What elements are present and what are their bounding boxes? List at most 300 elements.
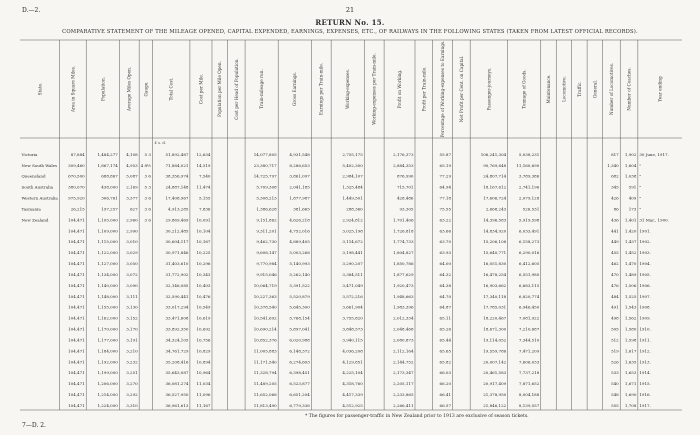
- table-cell: 11,160,690: [516, 162, 540, 168]
- table-cell: 18,220,467: [483, 315, 507, 321]
- table-cell: 6,148,372: [289, 348, 310, 354]
- table-cell: 2,173,347: [393, 370, 414, 376]
- table-cell: 64.94: [439, 184, 452, 190]
- table-cell: 4 8½: [140, 162, 151, 168]
- table-cell: 77.18: [439, 195, 452, 201]
- table-cell: 3,755,820: [342, 315, 363, 321]
- table-cell: 104,471: [68, 337, 85, 343]
- table-cell: 1,449,501: [342, 195, 363, 201]
- table-cell: 33,471,608: [165, 315, 189, 321]
- table-cell: 12,634: [196, 151, 211, 157]
- table-cell: 688,867: [101, 173, 118, 179]
- table-cell: 2,079,128: [518, 195, 540, 201]
- table-cell: 591: [628, 184, 637, 190]
- table-cell: 1,192,000: [97, 359, 118, 365]
- table-cell: 10,296: [196, 261, 211, 267]
- table-cell: 3,292: [126, 392, 138, 398]
- table-cell: 470: [611, 271, 619, 277]
- table-cell: 4,913,285: [168, 206, 189, 212]
- table-cell: 1,420: [624, 228, 637, 234]
- table-cell: 5,919,598: [518, 217, 540, 223]
- table-cell: 2,112,164: [393, 348, 414, 354]
- table-cell: 63.66: [439, 228, 452, 234]
- table-cell: 11,652,068: [253, 392, 277, 398]
- table-cell: 5,709,308: [256, 184, 277, 190]
- table-cell: 3,232: [126, 359, 138, 365]
- table-cell: 18,167,612: [483, 184, 507, 190]
- table-cell: 1,184,000: [97, 348, 118, 354]
- table-cell: 71,884,021: [165, 162, 189, 168]
- table-cell: 1,115,000: [97, 239, 118, 245]
- table-cell: 5,003,268: [289, 250, 310, 256]
- table-cell: 1912.: [639, 348, 651, 354]
- table-cell: 10,894: [196, 359, 211, 365]
- table-cell: 3,572,216: [342, 293, 363, 299]
- table-cell: 31,403,610: [165, 261, 189, 267]
- table-cell: 10,852,376: [253, 337, 277, 343]
- table-cell: 1915.: [639, 381, 651, 387]
- table-cell: 1,162,000: [97, 315, 118, 321]
- table-cell: 5,645,300: [289, 304, 310, 310]
- table-cell: 11,167: [196, 402, 211, 408]
- return-title: RETURN No. 15.: [315, 18, 385, 27]
- table-cell: 2,205,117: [393, 381, 414, 387]
- column-header: Working-expenses.: [345, 68, 351, 110]
- table-cell: 5,087: [126, 173, 138, 179]
- table-cell: 66.20: [439, 381, 452, 387]
- table-cell: 1,401: [624, 217, 637, 223]
- table-cell: 1,867,174: [97, 162, 118, 168]
- table-cell: 31 Mar., 1900.: [639, 217, 669, 223]
- table-cell: 104,471: [68, 304, 85, 310]
- column-header: Population.: [100, 77, 106, 101]
- table-cell: 34,761,729: [165, 348, 189, 354]
- table-cell: 1,489: [624, 271, 637, 277]
- table-cell: 4,417,339: [342, 392, 363, 398]
- table-cell: 17,606,724: [483, 195, 507, 201]
- table-cell: 555: [611, 402, 619, 408]
- column-header: Total Cost.: [168, 77, 174, 101]
- table-cell: 34,324,105: [165, 337, 189, 343]
- table-cell: 6,779,336: [289, 402, 310, 408]
- currency-unit-row: £ s. d.: [154, 140, 167, 145]
- table-cell: 11,813,490: [253, 402, 277, 408]
- column-header: Gauge.: [143, 81, 149, 97]
- table-cell: 10,690,214: [253, 326, 277, 332]
- table-cell: 104,471: [68, 392, 85, 398]
- table-cell: 5 3: [144, 151, 151, 157]
- table-cell: 36,961,613: [165, 402, 189, 408]
- table-cell: 104,471: [68, 359, 85, 365]
- table-cell: 35,208,416: [165, 359, 189, 365]
- column-header: Area in Square Miles.: [70, 65, 76, 113]
- table-cell: 3,050: [126, 261, 138, 267]
- table-cell: 1,850,786: [393, 261, 414, 267]
- table-cell: 3,111: [126, 293, 138, 299]
- table-cell: 1,726,818: [393, 228, 414, 234]
- table-cell: 65.82: [439, 359, 452, 365]
- table-cell: 817: [611, 151, 619, 157]
- table-cell: 1,562: [624, 315, 637, 321]
- table-cell: 1911.: [639, 337, 651, 343]
- table-cell: 6,683,115: [518, 282, 540, 288]
- table-cell: 10,964: [196, 370, 211, 376]
- table-cell: 1,325,484: [342, 184, 363, 190]
- table-cell: 90,769,848: [483, 162, 507, 168]
- table-cell: 11,328,794: [253, 370, 277, 376]
- table-cell: 2,048,468: [393, 326, 414, 332]
- table-cell: 10,403: [196, 282, 211, 288]
- table-cell: 484: [611, 293, 619, 299]
- table-cell: 2,080,873: [393, 337, 414, 343]
- table-cell: 1,206,000: [97, 381, 118, 387]
- table-cell: 3,010: [126, 239, 138, 245]
- table-cell: 9,151,862: [256, 217, 277, 223]
- table-cell: 24,887,148: [165, 184, 189, 190]
- table-cell: 10,549: [196, 304, 211, 310]
- table-cell: 3,251: [126, 370, 138, 376]
- table-cell: 106,241,304: [480, 151, 507, 157]
- column-header: Locomotive.: [561, 76, 567, 102]
- table-cell: 6,551,980: [518, 271, 540, 277]
- table-cell: 1,105,000: [97, 217, 118, 223]
- table-cell: 65.11: [439, 315, 452, 321]
- table-cell: 1,920,473: [393, 282, 414, 288]
- table-cell: 1,983,396: [393, 304, 414, 310]
- table-cell: 19,114,052: [483, 337, 507, 343]
- table-cell: 11,034: [196, 381, 211, 387]
- table-cell: 63.22: [439, 217, 452, 223]
- table-cell: 1,122,000: [97, 250, 118, 256]
- table-cell: 1909.: [639, 315, 651, 321]
- table-cell: 306,761: [101, 195, 118, 201]
- table-cell: 7,344,510: [518, 337, 540, 343]
- table-cell: 6,398,451: [289, 370, 310, 376]
- table-cell: 1,140,000: [97, 282, 118, 288]
- table-cell: 9,608,147: [256, 250, 277, 256]
- table-cell: 4,225,104: [342, 370, 363, 376]
- table-cell: 65.19: [439, 162, 452, 168]
- table-cell: 1,877,987: [289, 195, 310, 201]
- column-header: Profit per Train-mile.: [421, 66, 427, 112]
- table-cell: 309,460: [68, 162, 85, 168]
- table-cell: 104,471: [68, 271, 85, 277]
- table-cell: 26,215: [70, 206, 85, 212]
- table-cell: 526: [611, 359, 619, 365]
- table-cell: 5 3: [144, 184, 151, 190]
- column-header: Traffic.: [576, 81, 582, 97]
- column-header: Gross Earnings.: [292, 72, 298, 106]
- table-cell: 3,191: [126, 337, 138, 343]
- table-cell: 1,470: [624, 261, 637, 267]
- table-cell: 23,380,717: [253, 162, 277, 168]
- table-cell: 3,861,097: [289, 173, 310, 179]
- table-cell: 975,920: [68, 195, 85, 201]
- table-cell: 4,512,925: [342, 402, 363, 408]
- column-header: Passenger-journeys.: [486, 67, 492, 111]
- table-cell: 77.29: [439, 173, 452, 179]
- table-cell: 533: [611, 370, 619, 376]
- table-cell: 64.87: [439, 304, 452, 310]
- table-cell: 4,129,851: [342, 359, 363, 365]
- footnote: * The figures for passenger-traffic in New Zealand prior to 1913 are exclusive of season tickets.: [305, 414, 529, 419]
- table-cell: 1,038: [624, 173, 637, 179]
- table-cell: 548: [611, 392, 619, 398]
- table-cell: 3,471,049: [342, 282, 363, 288]
- table-cell: 1,948,663: [393, 293, 414, 299]
- table-cell: 36,081,274: [165, 381, 189, 387]
- table-cell: 55.87: [439, 151, 452, 157]
- table-cell: 462: [611, 261, 619, 267]
- column-header: Cost per Mile.: [198, 73, 204, 105]
- table-cell: 51,892,487: [165, 151, 189, 157]
- table-cell: 1,708: [624, 402, 637, 408]
- table-cell: 1,177,000: [97, 337, 118, 343]
- table-cell: 104,471: [68, 228, 85, 234]
- table-cell: 104,471: [68, 293, 85, 299]
- table-cell: 476: [611, 282, 619, 288]
- column-header: Tonnage of Goods.: [521, 69, 527, 109]
- table-cell: 29,869,469: [165, 217, 189, 223]
- table-cell: 64.70: [439, 293, 452, 299]
- table-cell: 1906.: [639, 282, 651, 288]
- table-cell: 17,340,118: [483, 293, 507, 299]
- table-cell: 1,774,733: [393, 239, 414, 245]
- table-cell: 526,531: [522, 206, 540, 212]
- table-cell: 438,000: [101, 184, 118, 190]
- table-cell: 1,671: [624, 381, 637, 387]
- table-cell: 1,877,629: [393, 271, 414, 277]
- table-cell: 8,286,653: [289, 162, 310, 168]
- table-cell: 104,471: [68, 239, 85, 245]
- table-cell: 10,476: [196, 293, 211, 299]
- column-header: Percentage of Working-expenses to Earnings.: [440, 40, 446, 138]
- table-cell: 33,017,294: [165, 304, 189, 310]
- table-cell: 4,626,218: [289, 217, 310, 223]
- table-cell: 5,155: [199, 195, 211, 201]
- table-cell: 104,471: [68, 348, 85, 354]
- table-cell: 14,834,920: [483, 228, 507, 234]
- table-cell: 380,070: [68, 184, 85, 190]
- table-cell: ": [639, 184, 642, 190]
- table-cell: 512: [611, 337, 619, 343]
- table-cell: 4,889,405: [289, 239, 310, 245]
- table-cell: 3,198,441: [342, 250, 363, 256]
- table-cell: 1,580: [624, 326, 637, 332]
- table-cell: 5,520,879: [289, 293, 310, 299]
- table-cell: 3 6: [144, 195, 151, 201]
- table-cell: 1916.: [639, 392, 651, 398]
- table-cell: 3 6: [144, 206, 151, 212]
- table-cell: 1,155,000: [97, 304, 118, 310]
- table-cell: 15,206,108: [483, 239, 507, 245]
- table-cell: 3,090: [126, 282, 138, 288]
- table-subtitle: COMPARATIVE STATEMENT OF THE MILEAGE OPENED, CAPITAL EXPENDED, EARNINGS, EXPENSES, ETC., OF RAILWAYS IN THE FOLLOWING STATES (TAKEN FROM LATEST OFFICIAL RECORDS).: [62, 29, 638, 35]
- table-cell: 20,461,583: [483, 370, 507, 376]
- table-cell: 17,408,967: [165, 195, 189, 201]
- table-cell: 1904.: [639, 261, 651, 267]
- table-cell: 21,378,950: [483, 392, 507, 398]
- table-cell: 1,214,000: [97, 392, 118, 398]
- table-cell: 1907.: [639, 293, 651, 299]
- table-cell: 65.44: [439, 337, 452, 343]
- table-cell: 104,471: [68, 402, 85, 408]
- table-cell: 3,025,198: [342, 228, 363, 234]
- table-cell: 3,789,386: [518, 173, 540, 179]
- table-cell: 2,755,175: [342, 151, 363, 157]
- table-cell: 1913.: [639, 359, 651, 365]
- table-cell: 1,437: [624, 239, 637, 245]
- table-cell: 30,971,846: [165, 250, 189, 256]
- table-cell: 4,953: [126, 162, 138, 168]
- table-cell: 1903.: [639, 250, 651, 256]
- table-cell: 104,471: [68, 326, 85, 332]
- table-cell: 3 6: [144, 217, 151, 223]
- table-cell: 36,527,950: [165, 392, 189, 398]
- table-cell: 1,635: [624, 359, 637, 365]
- table-cell: 2,233,865: [393, 392, 414, 398]
- table-cell: 3,072: [126, 271, 138, 277]
- table-cell: 4,931,548: [289, 151, 310, 157]
- table-cell: 4,318,760: [342, 381, 363, 387]
- table-cell: 65.26: [439, 326, 452, 332]
- table-cell: 2,990: [126, 228, 138, 234]
- table-cell: 173: [628, 206, 637, 212]
- table-cell: 1,452: [624, 250, 637, 256]
- table-cell: 7,081,922: [518, 315, 540, 321]
- table-cell: 10,064,719: [253, 282, 277, 288]
- table-cell: 11,096: [196, 392, 211, 398]
- table-cell: 11,171,540: [253, 359, 277, 365]
- table-cell: 1910.: [639, 326, 651, 332]
- table-cell: 2,144,752: [393, 359, 414, 365]
- table-cell: 3,114,672: [342, 239, 363, 245]
- table-cell: 670,500: [68, 173, 85, 179]
- column-header: Earnings per Train-mile.: [318, 62, 324, 116]
- table-cell: 10,225: [196, 250, 211, 256]
- table-cell: 10,091: [196, 217, 211, 223]
- table-cell: 498: [611, 315, 619, 321]
- table-cell: ": [639, 195, 642, 201]
- table-cell: 381,665: [293, 206, 310, 212]
- table-cell: ": [639, 173, 642, 179]
- table-cell: 2,012,334: [393, 315, 414, 321]
- table-cell: 104,471: [68, 315, 85, 321]
- table-cell: 4,036,208: [342, 348, 363, 354]
- table-cell: 14,077,805: [253, 151, 277, 157]
- table-cell: 2,924,812: [342, 217, 363, 223]
- table-cell: 2,176,373: [393, 151, 414, 157]
- table-cell: 1,604: [624, 162, 637, 168]
- table-cell: 6,946,450: [518, 304, 540, 310]
- column-header: Population per Mile Open.: [217, 61, 223, 117]
- table-cell: 1,701,406: [393, 217, 414, 223]
- table-cell: 1914.: [639, 370, 651, 376]
- table-cell: 3,170: [126, 326, 138, 332]
- table-cell: 1902.: [639, 239, 651, 245]
- table-cell: 1,109,000: [97, 228, 118, 234]
- table-cell: 33,892,350: [165, 326, 189, 332]
- table-cell: 505: [611, 326, 619, 332]
- table-cell: 14,396,583: [483, 217, 507, 223]
- table-cell: 1,543: [624, 304, 637, 310]
- table-cell: 64.38: [439, 282, 452, 288]
- table-cell: 2,668,243: [485, 206, 507, 212]
- table-cell: 21,846,122: [483, 402, 507, 408]
- table-cell: 3,270: [126, 381, 138, 387]
- table-cell: 1917.: [639, 402, 651, 408]
- table-cell: 4,108: [126, 151, 138, 157]
- table-cell: 3,848,573: [342, 326, 363, 332]
- table-cell: 3,210: [126, 348, 138, 354]
- table-cell: 7,210,687: [518, 326, 540, 332]
- document-code: D.—2.: [22, 7, 41, 14]
- table-cell: 17,785,031: [483, 304, 507, 310]
- table-cell: 11,489,205: [253, 381, 277, 387]
- table-cell: 32,590,441: [165, 293, 189, 299]
- table-cell: 19,559,786: [483, 348, 507, 354]
- column-header: Number of Locomotives.: [608, 62, 614, 116]
- table-cell: 5,897,041: [289, 326, 310, 332]
- table-cell: 24,807,714: [483, 173, 507, 179]
- table-cell: 5,402,300: [342, 162, 363, 168]
- table-cell: 63.93: [439, 250, 452, 256]
- table-cell: 1,224,000: [97, 402, 118, 408]
- table-cell: 9,311,201: [256, 228, 277, 234]
- table-cell: 8,139,557: [518, 402, 540, 408]
- table-cell: 14,519: [196, 162, 211, 168]
- table-cell: 1,340: [607, 162, 619, 168]
- table-cell: 6,651,204: [289, 392, 310, 398]
- column-header: Maintenance.: [545, 74, 551, 104]
- table-cell: 9,770,984: [256, 261, 277, 267]
- table-cell: 2,266,411: [393, 402, 414, 408]
- table-cell: 3,310: [126, 402, 138, 408]
- table-cell: 1,484,277: [97, 151, 118, 157]
- table-cell: 65.65: [439, 348, 452, 354]
- table-cell: 10,104: [196, 228, 211, 234]
- table-cell: 66.41: [439, 392, 452, 398]
- table-cell: 6,033,491: [518, 228, 540, 234]
- table-cell: 1,199,000: [97, 370, 118, 376]
- table-cell: 3,661,904: [342, 304, 363, 310]
- column-header: Net Profit per Cent. on Capital.: [458, 55, 464, 123]
- table-cell: 876,990: [396, 173, 414, 179]
- table-cell: 1,598: [624, 337, 637, 343]
- table-cell: South Australia: [21, 184, 54, 190]
- table-cell: 5,768,154: [289, 315, 310, 321]
- table-cell: 6,020,988: [289, 337, 310, 343]
- table-cell: 11,474: [196, 184, 211, 190]
- table-cell: 104,471: [68, 250, 85, 256]
- table-cell: 5,308,213: [256, 195, 277, 201]
- table-cell: 8,004,188: [518, 392, 540, 398]
- table-cell: 519: [611, 348, 619, 354]
- table-cell: 1,690: [624, 392, 637, 398]
- table-cell: 6,274,603: [289, 359, 310, 365]
- table-cell: 2,960: [126, 217, 138, 223]
- table-cell: Victoria: [21, 151, 38, 157]
- table-cell: 540: [611, 381, 619, 387]
- table-cell: 1,525: [624, 293, 637, 299]
- table-cell: 10,692: [196, 326, 211, 332]
- table-cell: 9,915,046: [256, 271, 277, 277]
- table-cell: 2,169: [126, 184, 138, 190]
- table-cell: 1,902: [624, 151, 637, 157]
- column-header: Year ending: [657, 76, 663, 102]
- column-header: Working-expenses per Train-mile.: [371, 53, 377, 125]
- table-cell: 64.32: [439, 271, 452, 277]
